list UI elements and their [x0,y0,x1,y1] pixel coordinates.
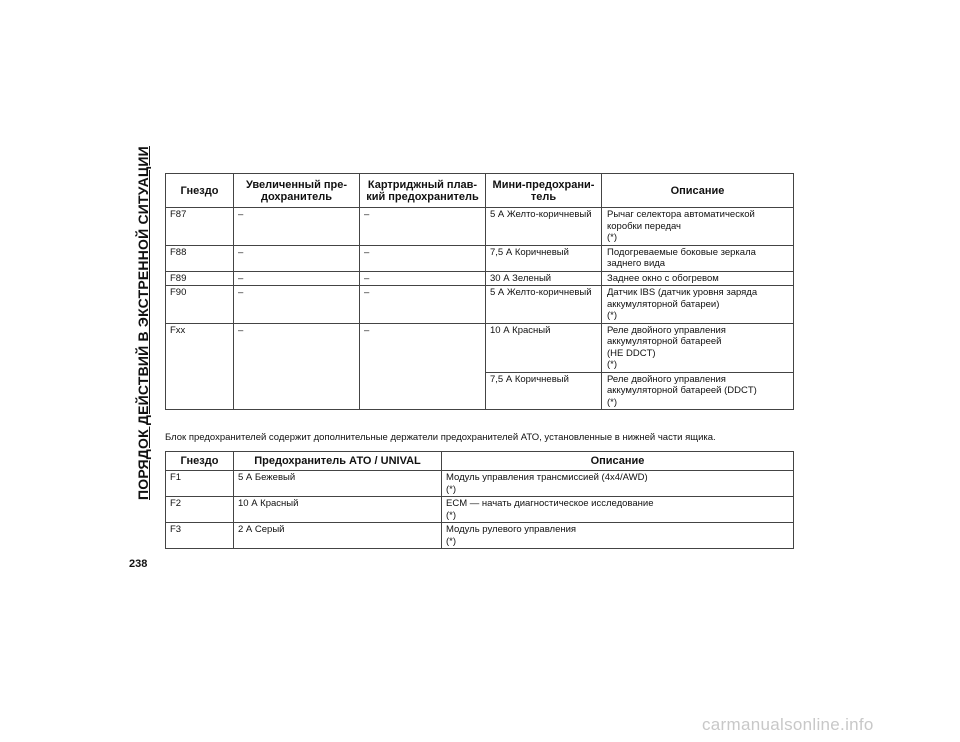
table-cell: – [234,323,360,410]
table-cell: ECM — начать диагностическое исследование (*) [442,497,794,523]
table-row [166,286,794,324]
header-description: Описание [442,452,794,471]
table-cell: – [234,271,360,286]
table-cell: 5 А Желто-коричневый [486,286,602,324]
table-cell: Fxx [166,323,234,410]
table-cell: F3 [166,523,234,549]
table-cell: – [360,208,486,246]
table-cell: – [360,323,486,410]
table-row [166,497,794,523]
table-row [166,323,794,372]
table-cell: F88 [166,245,234,271]
table-cell: 7,5 А Коричневый [486,245,602,271]
table-cell: Подогреваемые боковые зеркала заднего вида [602,245,794,271]
fuse-table-main [165,173,794,410]
table-cell: 5 А Желто-коричневый [486,208,602,246]
table-cell: F89 [166,271,234,286]
table-cell: – [360,245,486,271]
note-text: Блок предохранителей содержит дополнительные держатели предохранителей АТО, установленные в нижней части ящика. [165,432,716,443]
table-cell: – [360,271,486,286]
fuse-table-ato [165,451,794,549]
table-cell: Рычаг селектора автоматической коробки передач (*) [602,208,794,246]
section-title: ПОРЯДОК ДЕЙСТВИЙ В ЭКСТРЕННОЙ СИТУАЦИИ [135,146,151,500]
table-cell: Датчик IBS (датчик уровня заряда аккумуляторной батареи) (*) [602,286,794,324]
table-cell: F87 [166,208,234,246]
table-cell: Модуль рулевого управления (*) [442,523,794,549]
table-cell: – [234,245,360,271]
table-cell: 30 А Зеленый [486,271,602,286]
table-cell: – [360,286,486,324]
table-cell: 5 А Бежевый [234,471,442,497]
table-cell: Модуль управления трансмиссией (4x4/AWD) (*) [442,471,794,497]
header-slot: Гнездо [166,452,234,471]
table-cell: Реле двойного управления аккумуляторной батареей (НЕ DDCT) (*) [602,323,794,372]
table-cell: Реле двойного управления аккумуляторной батареей (DDCT) (*) [602,372,794,410]
table-row [166,271,794,286]
watermark: carmanualsonline.info [702,715,874,734]
table-row [166,523,794,549]
header-mini-fuse: Мини-предохрани-тель [486,174,602,208]
table-cell: F90 [166,286,234,324]
table-header-row [166,174,794,208]
table-cell: Заднее окно с обогревом [602,271,794,286]
table-cell: F2 [166,497,234,523]
header-cartridge-fuse: Картриджный плав-кий предохранитель [360,174,486,208]
table-cell: 2 А Серый [234,523,442,549]
table-cell: F1 [166,471,234,497]
table-row [166,245,794,271]
table-cell: – [234,208,360,246]
header-slot: Гнездо [166,174,234,208]
table-cell: 10 А Красный [234,497,442,523]
table-cell: 10 А Красный [486,323,602,372]
table-cell: – [234,286,360,324]
table-header-row [166,452,794,471]
header-description: Описание [602,174,794,208]
header-ato-fuse: Предохранитель АТО / UNIVAL [234,452,442,471]
page-number: 238 [129,558,148,570]
table-row [166,208,794,246]
header-maxi-fuse: Увеличенный пре-дохранитель [234,174,360,208]
table-row [166,471,794,497]
table-cell: 7,5 А Коричневый [486,372,602,410]
